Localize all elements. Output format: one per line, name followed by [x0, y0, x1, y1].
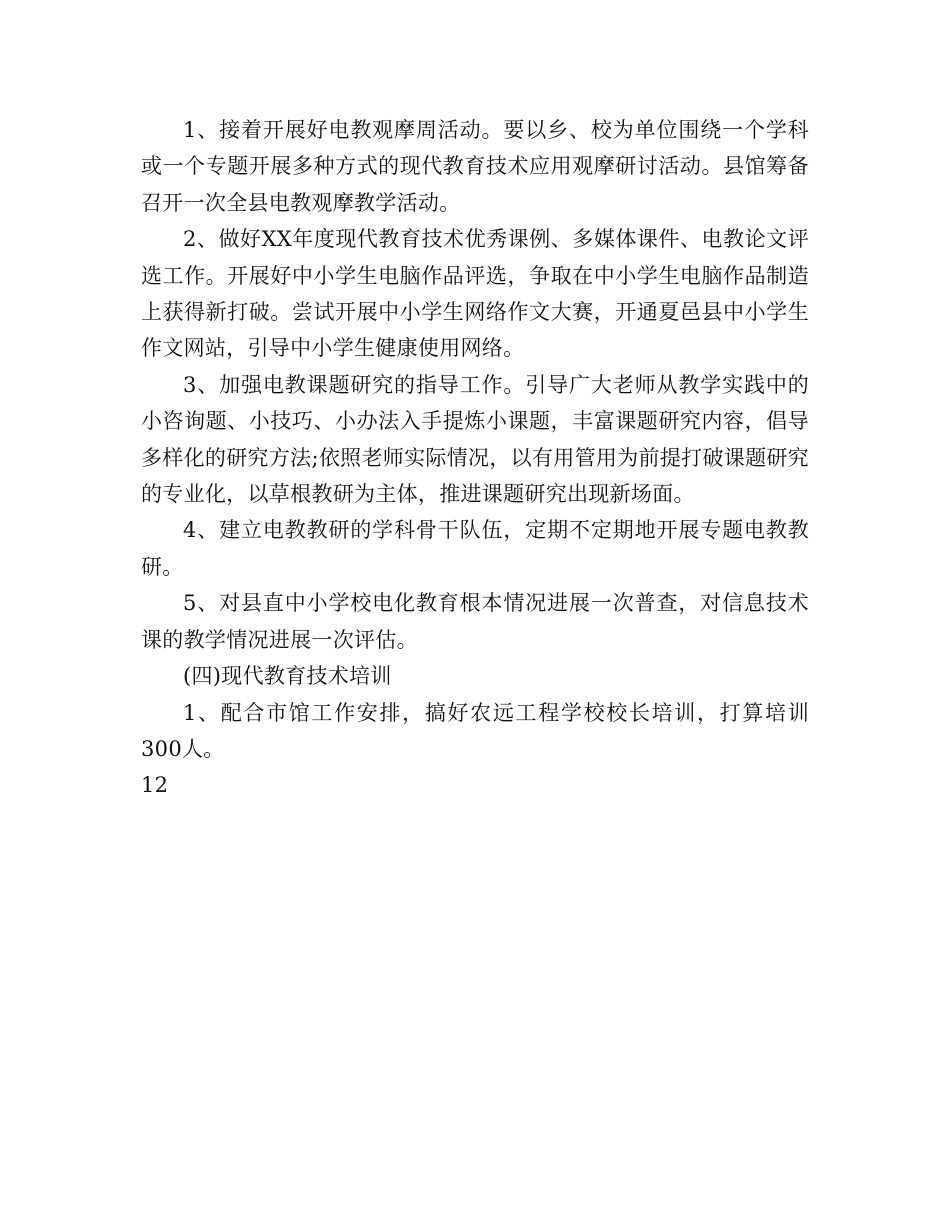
- paragraph-item-2: 2、做好XX年度现代教育技术优秀课例、多媒体课件、电教论文评选工作。开展好中小学生电脑作品评选，争取在中小学生电脑作品制造上获得新打破。尝试开展中小学生网络作文大赛，开通夏邑县中小学生作文网站，引导中小学生健康使用网络。: [141, 227, 809, 361]
- paragraph-item-3: 3、加强电教课题研究的指导工作。引导广大老师从教学实践中的小咨询题、小技巧、小办法入手提炼小课题，丰富课题研究内容，倡导多样化的研究方法;依照老师实际情况，以有用管用为前提打破课题研究的专业化，以草根教研为主体，推进课题研究出现新场面。: [141, 372, 809, 507]
- page-number: 12: [141, 773, 169, 798]
- paragraph-item-1: 1、接着开展好电教观摩周活动。要以乡、校为单位围绕一个学科或一个专题开展多种方式的现代教育技术应用观摩研讨活动。县馆筹备召开一次全县电教观摩教学活动。: [141, 118, 809, 215]
- section-heading: (四)现代教育技术培训: [183, 664, 392, 689]
- paragraph-item-4: 4、建立电教教研的学科骨干队伍，定期不定期地开展专题电教教研。: [141, 518, 809, 579]
- paragraph-item-6: 1、配合市馆工作安排，搞好农远工程学校校长培训，打算培训300人。: [141, 700, 809, 761]
- paragraph-item-5: 5、对县直中小学校电化教育根本情况进展一次普查，对信息技术课的教学情况进展一次评估。: [141, 591, 809, 652]
- document-body: [141, 112, 809, 804]
